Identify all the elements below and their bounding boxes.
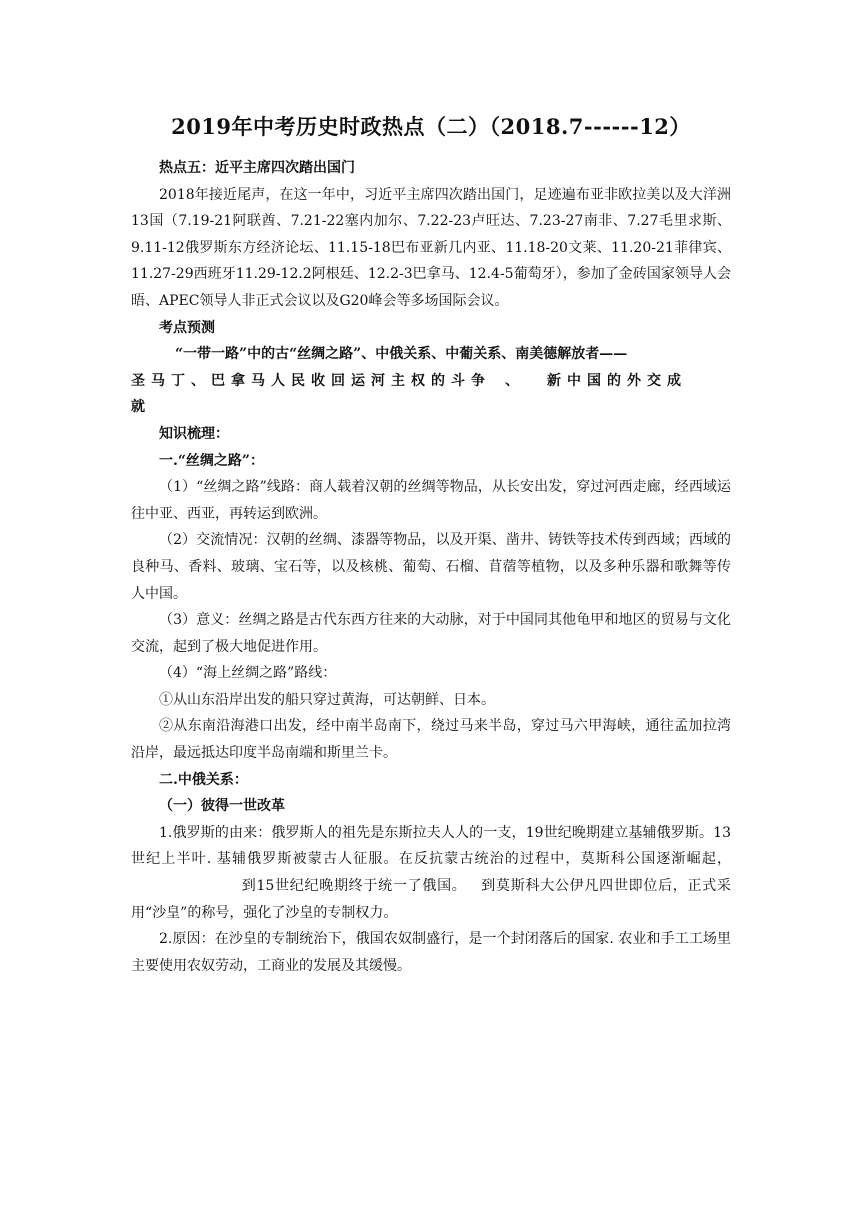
forecast-line-2a: 圣马丁、巴拿马人民收回运河主权的斗争 [131, 372, 491, 389]
section1-item: ①从山东沿岸出发的船只穿过黄海，可达朝鲜、日本。 [159, 691, 495, 708]
section1-heading: 一.“丝绸之路”： [159, 452, 264, 469]
forecast-line-2b: 、 [505, 372, 519, 389]
section2-subheading: （一）彼得一世改革 [159, 798, 285, 815]
forecast-line-3: 就 [131, 399, 145, 416]
section1-item: （4）“海上丝绸之路”路线： [159, 665, 337, 682]
document-body [131, 111, 731, 979]
section2-heading: 二.中俄关系： [159, 771, 248, 788]
knowledge-heading: 知识梳理： [159, 425, 229, 442]
forecast-line-2c: 新中国的外交成 [547, 372, 687, 389]
hotspot-paragraph: 2018年接近尾声，在这一年中，习近平主席四次踏出国门，足迹遍布亚非欧拉美以及大洋洲13国（7.19-21阿联酋、7.21-22塞内加尔、7.22-23卢旺达、7.23-27南非、7.27毛里求斯、9.11-12俄罗斯东方经济论坛、11.15-18巴布亚新几内亚、11.18-20文莱、11.20-21菲律宾、11.27-29西班牙11.29-12.2阿根廷、12.2-3巴拿马、12.4-5葡萄牙），参加了金砖国家领导人会晤、APEC领导人非正式会议以及G20峰会等多场国际会议。 [131, 186, 731, 309]
section1-item: （3）意义：丝绸之路是古代东西方往来的大动脉，对于中国同其他龟甲和地区的贸易与文化交流，起到了极大地促进作用。 [131, 612, 731, 655]
forecast-heading: 考点预测 [159, 319, 215, 336]
section2-item-1a: 1.俄罗斯的由来：俄罗斯人的祖先是东斯拉夫人人的一支，19世纪晚期建立基辅俄罗斯。13世纪上半叶. 基辅俄罗斯被蒙古人征服。在反抗蒙古统治的过程中，莫斯科公国逐渐崛起， [131, 824, 731, 868]
section1-item: （2）交流情况：汉朝的丝绸、漆器等物品，以及开渠、凿井、铸铁等技术传到西域；西域的良种马、香料、玻璃、宝石等，以及核桃、葡萄、石榴、苜蓿等植物，以及多种乐器和歌舞等传人中国。 [131, 532, 731, 602]
document-title: 2019年中考历史时政热点（二）（2018.7------12） [171, 114, 691, 139]
section1-item: ②从东南沿海港口出发，经中南半岛南下，绕过马来半岛，穿过马六甲海峡，通往孟加拉湾沿岸，最远抵达印度半岛南端和斯里兰卡。 [131, 718, 731, 762]
section2-item-2: 2.原因：在沙皇的专制统治下，俄国农奴制盛行，是一个封闭落后的国家. 农业和手工工场里主要使用农奴劳动，工商业的发展及其缓慢。 [131, 931, 731, 974]
section1-item: （1）“丝绸之路”线路：商人载着汉朝的丝绸等物品，从长安出发，穿过河西走廊，经西域运往中亚、西亚，再转运到欧洲。 [131, 479, 731, 522]
section2-item-1c: 到莫斯科大公伊凡四世即位后，正式采用“沙皇”的称号，强化了沙皇的专制权力。 [131, 878, 731, 921]
forecast-line-1: “一带一路”中的古“丝绸之路”、中俄关系、中葡关系、南美德解放者—— [175, 346, 628, 363]
section2-item-1b: 到15世纪纪晚期终于统一了俄国。 [241, 878, 467, 895]
section2-item-1 [131, 820, 731, 926]
forecast-line-2 [131, 368, 731, 395]
hotspot-heading: 热点五：近平主席四次踏出国门 [159, 160, 355, 176]
